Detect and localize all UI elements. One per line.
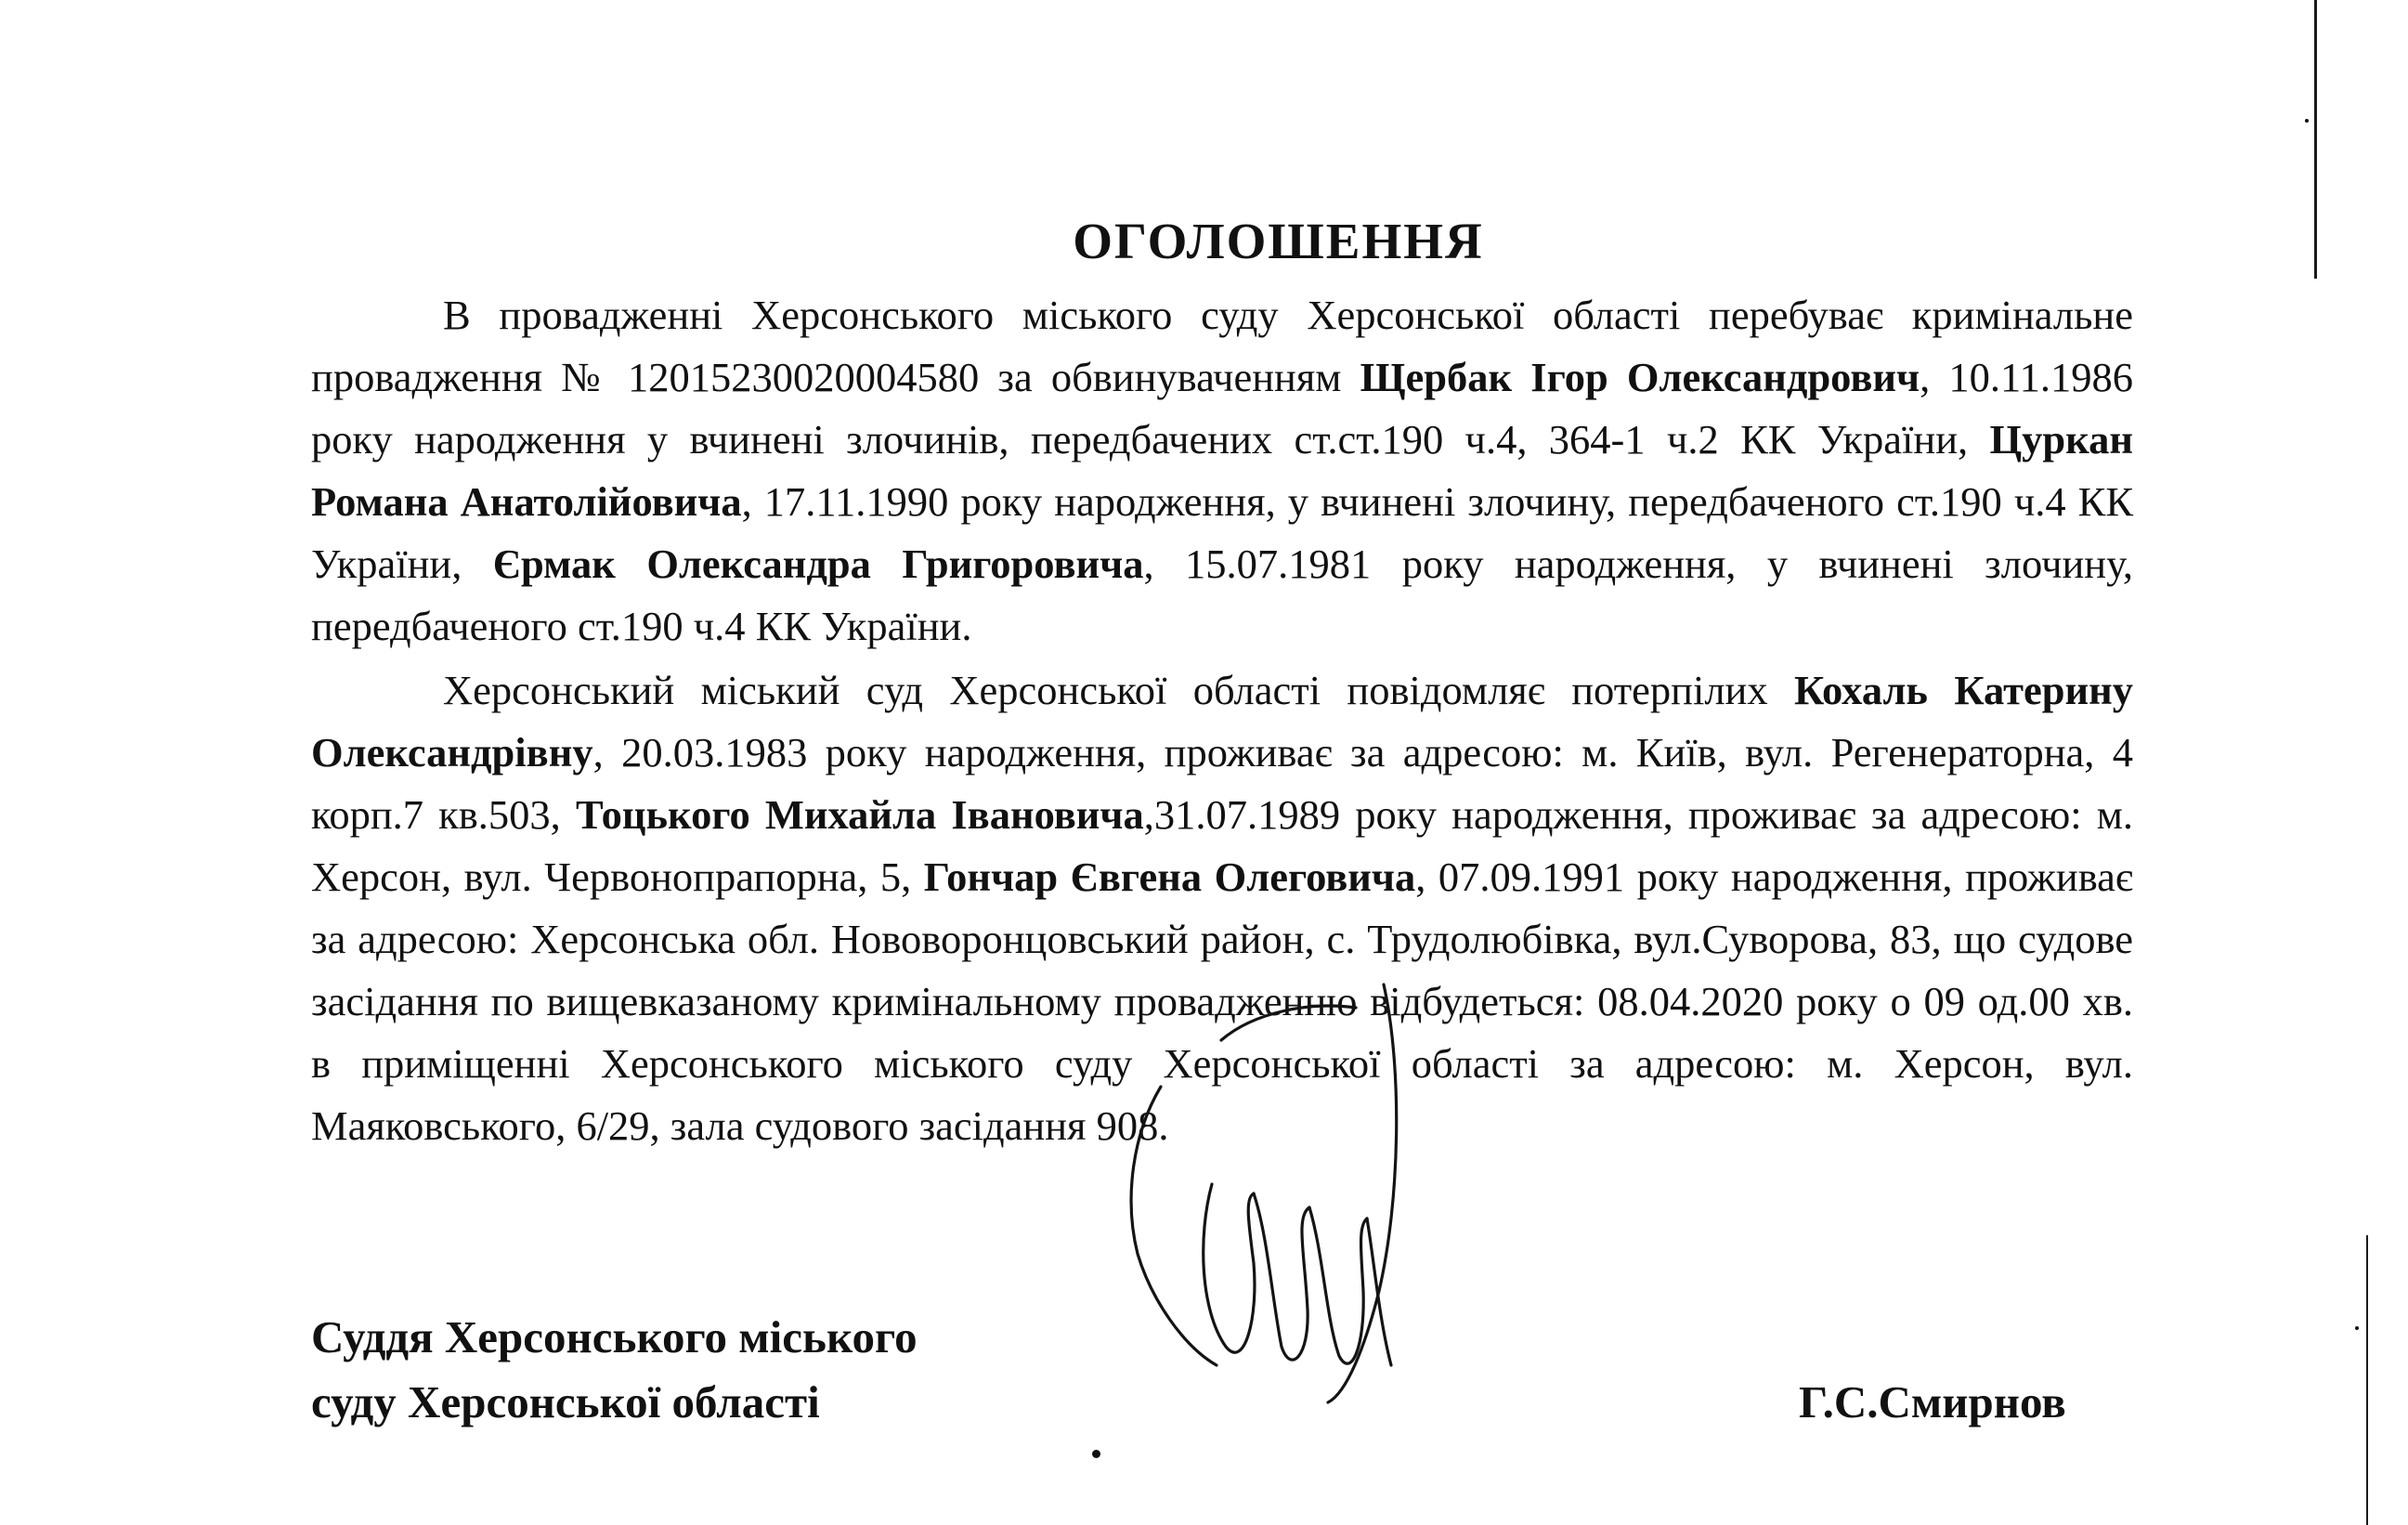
judge-position-line-1: Суддя Херсонського міського [311, 1311, 918, 1362]
judge-name: Г.С.Смирнов [1799, 1376, 2066, 1427]
paragraph-case [311, 284, 2133, 658]
judge-position-line-2: суду Херсонської області [311, 1376, 820, 1427]
paragraph-text: Херсонський міський суд Херсонської області повідомляє потерпілих [443, 667, 1794, 713]
scan-speck [2305, 119, 2309, 123]
document-title: ОГОЛОШЕННЯ [1073, 213, 1484, 269]
paragraph-text: , 15.07.1981 року народження, у вчинені злочину, передбаченого ст.190 ч.4 КК України. [311, 541, 2133, 649]
person-name: Кохаль Катерину Олександрівну [311, 667, 2133, 776]
paragraph-text: , 20.03.1983 року народження, проживає за адресою: м. Київ, вул. Регенераторна, 4 корп.7 кв.503, [311, 729, 2133, 838]
announcement-body [311, 284, 2133, 1157]
paragraph-text: , 07.09.1991 року народження, проживає за адресою: Херсонська обл. Нововоронцовський район, с. Трудолюбівка, вул.Суворова, 83, що судове засідання по вищевказаному кримінальному провадженню відбудеться: 08.04.2020 року о 09 од.00 хв. в приміщенні Херсонського міського суду Херсонської області за адресою: м. Херсон, вул. Маяковського, 6/29, зала судового засідання 908. [311, 854, 2133, 1149]
person-name: Гончар Євгена Олеговича [923, 854, 1416, 900]
scan-edge-line [2366, 1235, 2368, 1525]
paragraph-text: , 10.11.1986 року народження у вчинені злочинів, передбачених ст.ст.190 ч.4, 364-1 ч.2 КК України, [311, 354, 2133, 463]
paragraph-text: ,31.07.1989 року народження, проживає за адресою: м. Херсон, вул. Червонопрапорна, 5, [311, 791, 2133, 900]
person-name: Тоцького Михайла Івановича [575, 791, 1144, 838]
person-name: Цуркан Романа Анатолійовича [311, 416, 2133, 525]
person-name: Щербак Ігор Олександрович [1360, 354, 1920, 400]
person-name: Єрмак Олександра Григоровича [492, 541, 1144, 587]
scan-speck [2355, 1326, 2359, 1330]
judge-position [311, 1305, 918, 1435]
paragraph-text: В провадженні Херсонського міського суду Херсонської області перебуває кримінальне провадження № 12015230020004580 за обвинуваченням [311, 292, 2133, 400]
paragraph-notice [311, 659, 2133, 1157]
paragraph-text: , 17.11.1990 року народження, у вчинені злочину, передбаченого ст.190 ч.4 КК України, [311, 478, 2133, 587]
scan-speck [1092, 1450, 1100, 1458]
